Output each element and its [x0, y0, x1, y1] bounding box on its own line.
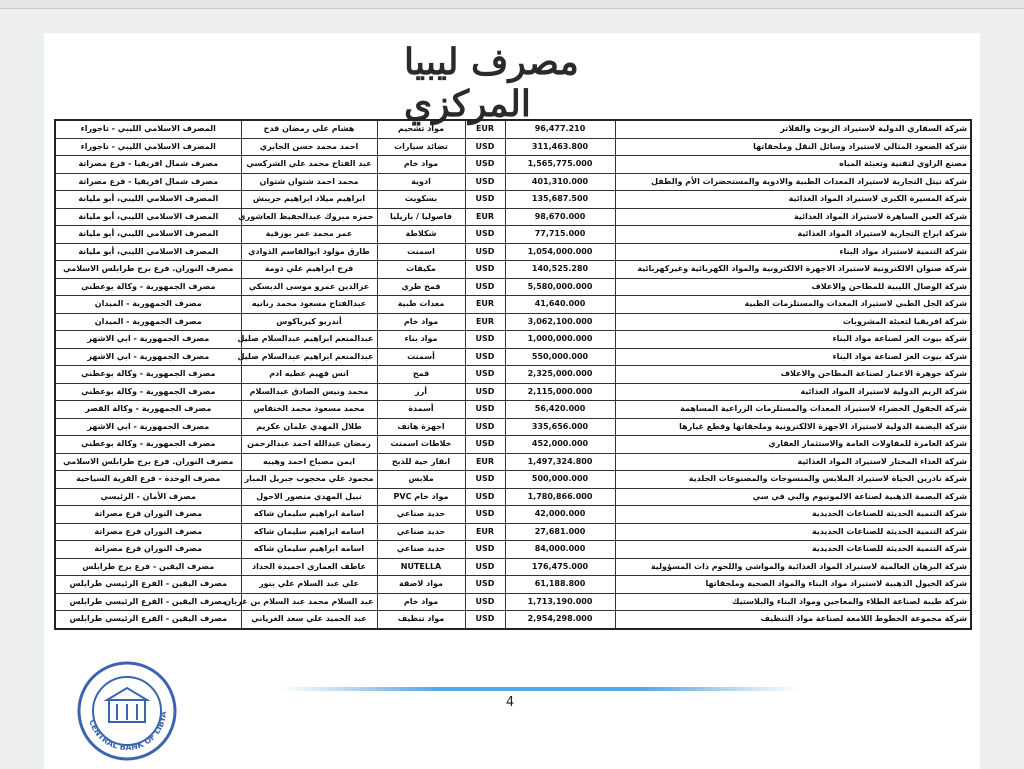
person-cell: عبد الفتاح محمد علي الشركسي [241, 156, 377, 174]
table-row [55, 366, 971, 384]
amount-cell: 1,000,000.000 [505, 331, 615, 349]
amount-cell: 27,681.000 [505, 523, 615, 541]
goods-cell: ملابس [377, 471, 465, 489]
bank-cell: المصرف الاسلامي الليبي، أبو مليانة [55, 191, 241, 209]
table-row [55, 523, 971, 541]
company-cell: شركة الحقول الخضراء لاستيراد المعدات والمستلزمات الزراعية المساهمة [615, 401, 971, 419]
table-row [55, 593, 971, 611]
person-cell: عبدالفتاح مسعود محمد زنانيه [241, 296, 377, 314]
goods-cell: ادوية [377, 173, 465, 191]
person-cell: رمضان عبدالله احمد عبدالرحمن [241, 436, 377, 454]
table-row [55, 471, 971, 489]
currency-cell: EUR [465, 120, 505, 138]
currency-cell: USD [465, 278, 505, 296]
amount-cell: 1,713,190.000 [505, 593, 615, 611]
table-row [55, 313, 971, 331]
person-cell: احمد محمد حسن الجابري [241, 138, 377, 156]
bank-cell: مصرف اليقين - الفرع الرئيسي طرابلس [55, 593, 241, 611]
amount-cell: 1,497,324.800 [505, 453, 615, 471]
goods-cell: تضائد سيارات [377, 138, 465, 156]
goods-cell: ابقار حية للذبح [377, 453, 465, 471]
amount-cell: 135,687.500 [505, 191, 615, 209]
goods-cell: شكلاطة [377, 226, 465, 244]
company-cell: شركة مجموعة الخطوط اللامعة لصناعة مواد التنظيف [615, 611, 971, 629]
currency-cell: EUR [465, 523, 505, 541]
amount-cell: 42,000.000 [505, 506, 615, 524]
goods-cell: قمح طري [377, 278, 465, 296]
table-row [55, 261, 971, 279]
currency-cell: USD [465, 418, 505, 436]
company-cell: شركة الجل الطبي لاستيراد المعدات والمستلزمات الطبية [615, 296, 971, 314]
bank-cell: مصرف النوران فرع مصراتة [55, 523, 241, 541]
person-cell: عبد الحميد علي سعد الغرياني [241, 611, 377, 629]
amount-cell: 401,310.000 [505, 173, 615, 191]
currency-cell: USD [465, 593, 505, 611]
table-row [55, 558, 971, 576]
person-cell: محمود علي محجوب جبريل المبار [241, 471, 377, 489]
company-cell: شركة افريقيا لتعبئة المشروبات [615, 313, 971, 331]
bank-cell: مصرف الجمهورية - وكالة بوعطني [55, 436, 241, 454]
amount-cell: 41,640.000 [505, 296, 615, 314]
company-cell: شركة التنمية لاستيراد مواد البناء [615, 243, 971, 261]
amount-cell: 2,325,000.000 [505, 366, 615, 384]
goods-cell: أرز [377, 383, 465, 401]
person-cell: علي عبد السلام علي بنور [241, 576, 377, 594]
masthead-title: مصرف ليبيا المركزي [404, 41, 579, 125]
goods-cell: مواد خام PVC [377, 488, 465, 506]
goods-cell: اسمنت [377, 243, 465, 261]
amount-cell: 311,463.800 [505, 138, 615, 156]
bank-cell: مصرف اليقين - الفرع الرئيسي طرابلس [55, 611, 241, 629]
currency-cell: USD [465, 471, 505, 489]
person-cell: انس فهيم عطيه ادم [241, 366, 377, 384]
bank-cell: مصرف اليقين - فرع برج طرابلس [55, 558, 241, 576]
currency-cell: USD [465, 611, 505, 629]
company-cell: شركة تيتل التجارية لاستيراد المعدات الطبية والادوية والمستحضرات الأم والطفل [615, 173, 971, 191]
goods-cell: مواد لاصقة [377, 576, 465, 594]
table-row [55, 120, 971, 138]
page-number: 4 [505, 695, 515, 710]
currency-cell: EUR [465, 453, 505, 471]
amount-cell: 500,000.000 [505, 471, 615, 489]
bank-cell: مصرف النوران فرع مصراتة [55, 541, 241, 559]
document-page [44, 33, 980, 769]
bank-cell: مصرف النوران فرع مصراتة [55, 506, 241, 524]
amount-cell: 452,000.000 [505, 436, 615, 454]
table-row [55, 506, 971, 524]
company-cell: شركة العامرة للمقاولات العامة والاستثمار العقاري [615, 436, 971, 454]
table-row [55, 383, 971, 401]
table-body [55, 120, 971, 629]
currency-cell: USD [465, 226, 505, 244]
person-cell: عبدالمنعم ابراهيم عبدالسلام صليل [241, 348, 377, 366]
bank-cell: مصرف الجمهورية - وكالة بوعطني [55, 278, 241, 296]
currency-cell: USD [465, 558, 505, 576]
table-row [55, 226, 971, 244]
person-cell: عاطف العماري احميدة الحداد [241, 558, 377, 576]
amount-cell: 550,000.000 [505, 348, 615, 366]
company-cell: شركة بيوت العز لصناعة مواد البناء [615, 348, 971, 366]
person-cell: حمزه مبروك عبدالحفيظ العاشوري [241, 208, 377, 226]
currency-cell: USD [465, 488, 505, 506]
currency-cell: USD [465, 156, 505, 174]
amount-cell: 5,580,000.000 [505, 278, 615, 296]
amount-cell: 84,000.000 [505, 541, 615, 559]
bank-cell: مصرف اليقين - الفرع الرئيسي طرابلس [55, 576, 241, 594]
currency-cell: USD [465, 576, 505, 594]
bank-cell: مصرف شمال افريقيا - فرع مصراتة [55, 156, 241, 174]
bank-cell: مصرف شمال افريقيا - فرع مصراتة [55, 173, 241, 191]
amount-cell: 1,054,000.000 [505, 243, 615, 261]
person-cell: محمد احمد شتوان شتوان [241, 173, 377, 191]
currency-cell: EUR [465, 296, 505, 314]
currency-cell: USD [465, 506, 505, 524]
bank-cell: مصرف النوران. فرع برج طرابلس الاسلامي [55, 453, 241, 471]
company-cell: مصنع الراوي لتقنية وتعبئة المياه [615, 156, 971, 174]
company-cell: شركة التنمية الحديثة للصناعات الحديدية [615, 523, 971, 541]
bank-cell: مصرف الوحدة - فرع القرية السياحية [55, 471, 241, 489]
person-cell: ايمن مصباح احمد وهيبه [241, 453, 377, 471]
allocations-table [54, 119, 972, 630]
amount-cell: 335,656.000 [505, 418, 615, 436]
amount-cell: 96,477.210 [505, 120, 615, 138]
person-cell: عبدالمنعم ابراهيم عبدالسلام صليل [241, 331, 377, 349]
company-cell: شركة التنمية الحديثة للصناعات الحديدية [615, 506, 971, 524]
company-cell: شركة بيوت العز لصناعة مواد البناء [615, 331, 971, 349]
currency-cell: USD [465, 173, 505, 191]
masthead-logo [404, 41, 620, 125]
goods-cell: مواد خام [377, 593, 465, 611]
central-bank-seal [76, 660, 178, 762]
bank-cell: المصرف الاسلامي الليبي - تاجوراء [55, 120, 241, 138]
goods-cell: أسمدة [377, 401, 465, 419]
footer-rule [280, 687, 800, 691]
table-row [55, 191, 971, 209]
person-cell: عبد السلام محمد عبد السلام بن غربان [241, 593, 377, 611]
person-cell: محمد ونيس الصادق عبدالسلام [241, 383, 377, 401]
company-cell: شركة طيبة لصناعة الطلاء والمعاجين ومواد البناء والبلاستيك [615, 593, 971, 611]
currency-cell: USD [465, 261, 505, 279]
table-row [55, 156, 971, 174]
bank-cell: مصرف الجمهورية - ابي الاشهر [55, 418, 241, 436]
table-row [55, 331, 971, 349]
goods-cell: خلاطات اسمنت [377, 436, 465, 454]
person-cell: طارق مولود ابوالقاسم الذوادي [241, 243, 377, 261]
goods-cell: قمح [377, 366, 465, 384]
company-cell: شركة المسيرة الكبرى لاستيراد المواد الغذائية [615, 191, 971, 209]
bank-cell: مصرف النوران. فرع برج طرابلس الاسلامي [55, 261, 241, 279]
table-row [55, 138, 971, 156]
amount-cell: 2,115,000.000 [505, 383, 615, 401]
goods-cell: فاصوليا / بازيليا [377, 208, 465, 226]
amount-cell: 56,420.000 [505, 401, 615, 419]
window-top-divider [0, 8, 1024, 9]
company-cell: شركة صنوان الالكترونية لاستيراد الاجهزة الالكترونية والمواد الكهربائية وغيركهربائية [615, 261, 971, 279]
amount-cell: 61,188.800 [505, 576, 615, 594]
company-cell: شركة البصمة الدولية لاستيراد الاجهزة الالكترونية وملحقاتها وقطع غيارها [615, 418, 971, 436]
table-row [55, 576, 971, 594]
amount-cell: 98,670.000 [505, 208, 615, 226]
company-cell: شركة الخيول الذهبية لاستيراد مواد البناء والمواد الصحية وملحقاتها [615, 576, 971, 594]
person-cell: عزالدين عمرو موسى الدبسكي [241, 278, 377, 296]
currency-cell: USD [465, 191, 505, 209]
bank-cell: مصرف الجمهورية - ابي الاشهر [55, 348, 241, 366]
company-cell: شركة البصمة الذهبية لصناعة الالمونيوم والبي في سي [615, 488, 971, 506]
amount-cell: 3,062,100.000 [505, 313, 615, 331]
bank-cell: مصرف الأمان - الرئيسي [55, 488, 241, 506]
currency-cell: USD [465, 331, 505, 349]
company-cell: شركة البرهان العالمية لاستيراد المواد الغذائية والمواشي واللحوم ذات المسؤولية [615, 558, 971, 576]
person-cell: اسامة ابراهيم سليمان شاكه [241, 506, 377, 524]
company-cell: شركة الغذاء المختار لاستيراد المواد الغذائية [615, 453, 971, 471]
table-row [55, 541, 971, 559]
person-cell: اسامه ابراهيم سليمان شاكه [241, 541, 377, 559]
goods-cell: بسكويت [377, 191, 465, 209]
person-cell: نبيل المهدي منصور الاحول [241, 488, 377, 506]
goods-cell: حديد صناعي [377, 523, 465, 541]
goods-cell: اجهزة هاتف [377, 418, 465, 436]
amount-cell: 1,780,866.000 [505, 488, 615, 506]
amount-cell: 140,525.280 [505, 261, 615, 279]
currency-cell: USD [465, 243, 505, 261]
currency-cell: EUR [465, 313, 505, 331]
bank-cell: مصرف الجمهورية - الميدان [55, 313, 241, 331]
table-row [55, 243, 971, 261]
goods-cell: مواد خام [377, 156, 465, 174]
person-cell: هشام علي رمضان قدح [241, 120, 377, 138]
company-cell: شركة ابراج التجارية لاستيراد المواد الغذائية [615, 226, 971, 244]
seal-text: CENTRAL BANK OF LIBYA [87, 710, 169, 753]
table-row [55, 611, 971, 629]
person-cell: فرج ابراهيم علي دومة [241, 261, 377, 279]
goods-cell: مواد خام [377, 313, 465, 331]
goods-cell: مكيفات [377, 261, 465, 279]
goods-cell: حديد صناعي [377, 541, 465, 559]
person-cell: محمد مسعود محمد الخنفاس [241, 401, 377, 419]
goods-cell: مواد تنظيف [377, 611, 465, 629]
table-row [55, 488, 971, 506]
goods-cell: مواد بناء [377, 331, 465, 349]
table-row [55, 348, 971, 366]
currency-cell: EUR [465, 208, 505, 226]
currency-cell: USD [465, 138, 505, 156]
bank-cell: مصرف الجمهورية - وكالة القصر [55, 401, 241, 419]
amount-cell: 176,475.000 [505, 558, 615, 576]
company-cell: شركة جوهرة الاعمار لصناعة المطاحن والاعلاف [615, 366, 971, 384]
company-cell: شركة العين الساهرة لاستيراد المواد الغذائية [615, 208, 971, 226]
person-cell: عمر محمد عمر بوزقية [241, 226, 377, 244]
currency-cell: USD [465, 436, 505, 454]
currency-cell: USD [465, 541, 505, 559]
company-cell: شركة الوصال الليبية للمطاحن والاعلاف [615, 278, 971, 296]
window-top-bar [0, 0, 1024, 8]
company-cell: شركة التنمية الحديثة للصناعات الحديدية [615, 541, 971, 559]
table-row [55, 436, 971, 454]
company-cell: شركة نادرين الحياة لاستيراد الملابس والمنسوجات والمصنوعات الجلدية [615, 471, 971, 489]
bank-cell: مصرف الجمهورية - وكالة بوعطني [55, 366, 241, 384]
goods-cell: حديد صناعي [377, 506, 465, 524]
amount-cell: 1,565,775.000 [505, 156, 615, 174]
bank-cell: المصرف الاسلامي الليبي، أبو مليانة [55, 208, 241, 226]
bank-cell: مصرف الجمهورية - وكالة بوعطني [55, 383, 241, 401]
bank-cell: المصرف الاسلامي الليبي - تاجوراء [55, 138, 241, 156]
table-row [55, 401, 971, 419]
bank-cell: مصرف الجمهورية - الميدان [55, 296, 241, 314]
currency-cell: USD [465, 383, 505, 401]
table-row [55, 208, 971, 226]
currency-cell: USD [465, 401, 505, 419]
table-row [55, 296, 971, 314]
currency-cell: USD [465, 366, 505, 384]
person-cell: ابراهيم ميلاد ابراهيم حريبش [241, 191, 377, 209]
company-cell: شركة الصعود المثالي لاستيراد وسائل النقل وملحقاتها [615, 138, 971, 156]
table-row [55, 278, 971, 296]
goods-cell: NUTELLA [377, 558, 465, 576]
person-cell: أندريو كيرياكوس [241, 313, 377, 331]
person-cell: اسامه ابراهيم سليمان شاكه [241, 523, 377, 541]
person-cell: طلال المهدي علمان عكريم [241, 418, 377, 436]
currency-cell: USD [465, 348, 505, 366]
amount-cell: 2,954,298.000 [505, 611, 615, 629]
company-cell: شركة الريم الدولية لاستيراد المواد الغذائية [615, 383, 971, 401]
table-row [55, 418, 971, 436]
table-row [55, 173, 971, 191]
bank-cell: مصرف الجمهورية - ابي الاشهر [55, 331, 241, 349]
amount-cell: 77,715.000 [505, 226, 615, 244]
bank-cell: المصرف الاسلامي الليبي، أبو مليانة [55, 226, 241, 244]
company-cell: شركة السفاري الدولية لاستيراد الزيوت والفلاتر [615, 120, 971, 138]
bank-cell: المصرف الاسلامي الليبي، أبو مليانة [55, 243, 241, 261]
goods-cell: أسمنت [377, 348, 465, 366]
goods-cell: معدات طبية [377, 296, 465, 314]
goods-cell: مواد تشحيم [377, 120, 465, 138]
table-row [55, 453, 971, 471]
